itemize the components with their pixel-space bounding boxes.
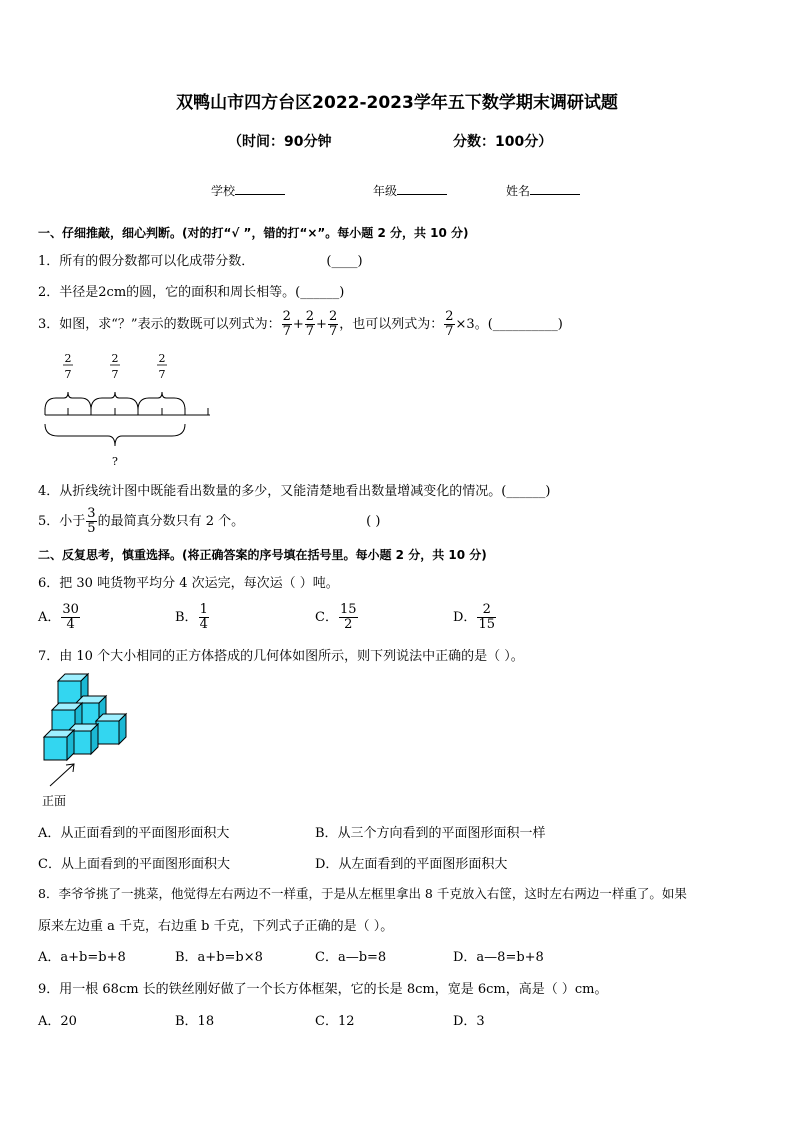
school-field[interactable]: [211, 182, 285, 199]
brace-label-3-num: 2: [158, 352, 166, 365]
question-6: 6．把 30 吨货物平均分 4 次运完，每次运（ ）吨。: [38, 576, 339, 591]
q8-option-b[interactable]: B．a+b=b×8: [175, 950, 263, 965]
q9-option-a[interactable]: A．20: [38, 1014, 77, 1029]
q7-option-d[interactable]: D．从左面看到的平面图形面积大: [315, 857, 508, 872]
q9-option-d[interactable]: D．3: [453, 1014, 485, 1029]
brace-label-3-den: 7: [158, 368, 166, 381]
page-title: 双鸭山市四方台区2022-2023学年五下数学期末调研试题: [176, 93, 618, 113]
plus-sign: +: [292, 317, 304, 332]
top-braces: [45, 392, 185, 410]
name-label: 姓名: [506, 184, 531, 198]
q8-option-c[interactable]: C．a—b=8: [315, 950, 387, 965]
exam-score: 分数：100分）: [453, 134, 553, 150]
school-label: 学校: [211, 184, 236, 198]
brace-label-1-num: 2: [64, 352, 72, 365]
q6-option-c[interactable]: C． $\frac{15}{2}$: [315, 602, 357, 632]
exam-time: （时间：90分钟: [228, 134, 332, 150]
question-5-pre: 5．小于: [38, 514, 86, 529]
question-3-mid: ，也可以列式为：: [339, 317, 444, 332]
front-label: 正面: [42, 794, 67, 808]
question-1-text: 1．所有的假分数都可以化成带分数．: [38, 254, 255, 269]
question-8-line1: 8．李爷爷挑了一挑菜，他觉得左右两边不一样重，于是从左框里拿出 8 千克放入右筐，这时左右两边一样重了。如果: [38, 886, 687, 901]
q9-option-c[interactable]: C．12: [315, 1014, 355, 1029]
fraction: $\frac{2}{7}$: [282, 309, 291, 339]
question-7: 7．由 10 个大小相同的正方体搭成的几何体如图所示，则下列说法中正确的是（ ）。: [38, 649, 524, 664]
question-3-pre: 3．如图，求“？”表示的数既可以列式为：: [38, 317, 281, 332]
grade-field[interactable]: [373, 182, 447, 199]
question-mark-label: ?: [112, 455, 118, 468]
question-1: [38, 250, 363, 269]
fraction: $\frac{3}{5}$: [87, 506, 96, 536]
fraction: $\frac{2}{7}$: [305, 309, 315, 339]
number-line-figure: [38, 348, 218, 473]
front-arrow: [50, 764, 74, 786]
brace-label-1-den: 7: [64, 368, 72, 381]
question-4: 4．从折线统计图中既能看出数量的多少，又能清楚地看出数量增减变化的情况。(______): [38, 484, 551, 499]
q6-option-d[interactable]: D． $\frac{2}{15}$: [453, 602, 495, 632]
question-3: [38, 307, 563, 343]
question-8-line2: 原来左边重 a 千克，右边重 b 千克，下列式子正确的是（ ）。: [38, 919, 394, 934]
question-5-answer-blank[interactable]: ( ): [366, 514, 381, 529]
q6-option-b[interactable]: B． $\frac{1}{4}$: [175, 602, 208, 632]
plus-sign: +: [316, 317, 327, 332]
q7-option-b[interactable]: B．从三个方向看到的平面图形面积一样: [315, 826, 546, 841]
fraction: $\frac{2}{7}$: [445, 309, 454, 339]
question-1-answer-blank[interactable]: (____): [326, 254, 363, 269]
cube-stack-figure: [38, 670, 138, 815]
question-5: [38, 502, 380, 542]
name-field[interactable]: [506, 182, 580, 199]
question-3-answer-blank[interactable]: ×3。(__________): [455, 317, 563, 332]
question-5-post: 的最简真分数只有 2 个。: [97, 514, 245, 529]
ticks: [45, 408, 208, 415]
q7-option-c[interactable]: C．从上面看到的平面图形面积大: [38, 857, 230, 872]
section2-heading: 二、反复思考，慎重选择。(将正确答案的序号填在括号里。每小题 2 分，共 10 分): [38, 548, 487, 562]
q9-option-b[interactable]: B．18: [175, 1014, 215, 1029]
grade-label: 年级: [373, 184, 398, 198]
q7-option-a[interactable]: A．从正面看到的平面图形面积大: [38, 826, 230, 841]
q8-option-a[interactable]: A．a+b=b+8: [38, 950, 126, 965]
fraction: $\frac{2}{7}$: [328, 309, 338, 339]
question-9: 9．用一根 68cm 长的铁丝刚好做了一个长方体框架，它的长是 8cm，宽是 6cm，高是（ ）cm。: [38, 982, 608, 997]
q8-option-d[interactable]: D．a—8=b+8: [453, 950, 544, 965]
q6-option-a[interactable]: A． $\frac{30}{4}$: [38, 602, 79, 632]
question-2: 2．半径是2cm的圆，它的面积和周长相等。(______): [38, 285, 345, 300]
brace-labels: [63, 352, 167, 381]
brace-label-2-num: 2: [111, 352, 119, 365]
brace-label-2-den: 7: [111, 368, 119, 381]
section1-heading: 一、仔细推敲，细心判断。(对的打“√ ”，错的打“×”。每小题 2 分，共 10 分): [38, 226, 469, 240]
bottom-brace: [45, 424, 185, 446]
